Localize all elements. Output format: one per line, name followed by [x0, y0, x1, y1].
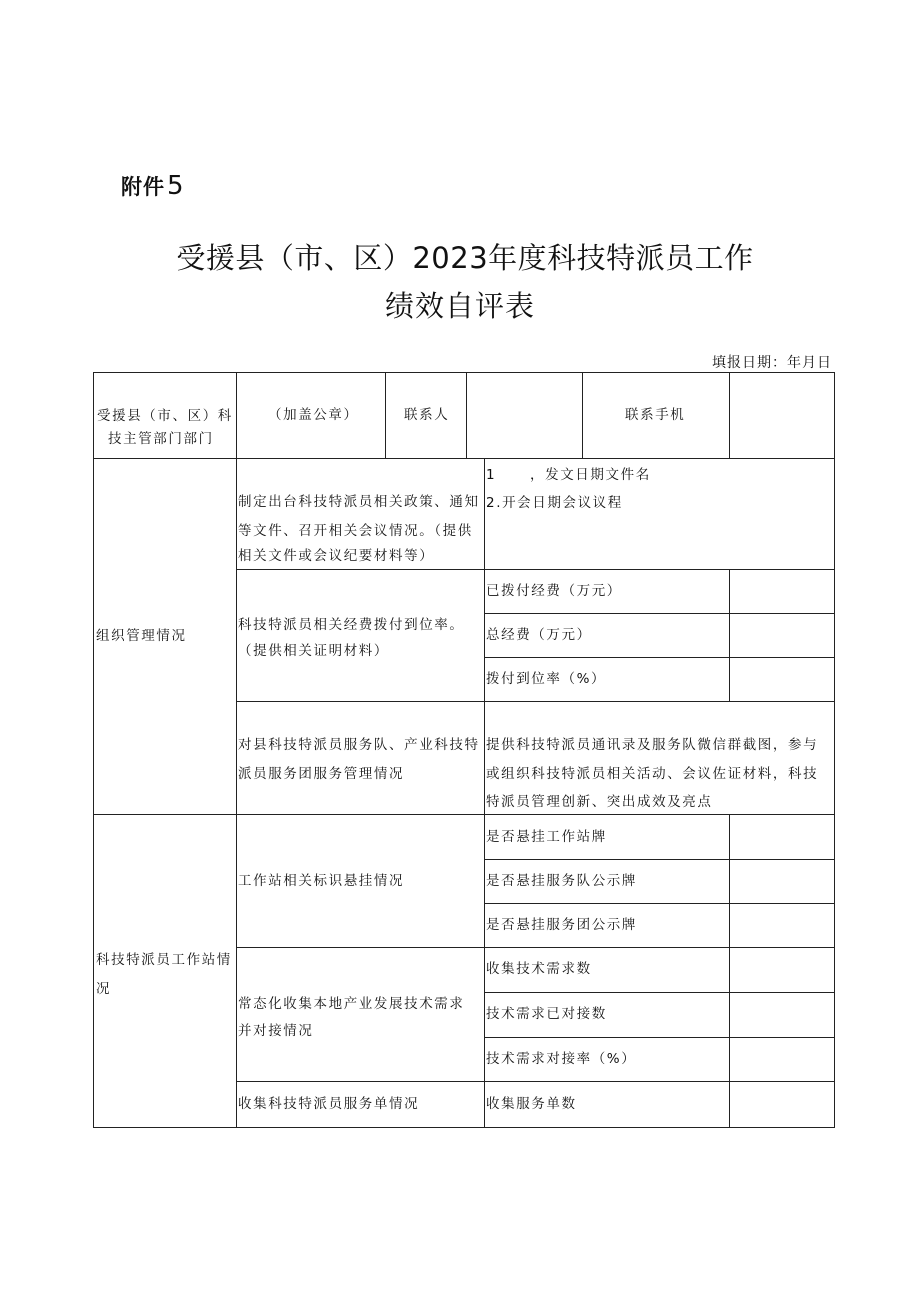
dept-label-line2: 技主管部门部门: [108, 431, 214, 447]
metric-label: 总经费（万元）: [486, 627, 592, 643]
table-rule: [484, 903, 835, 904]
table-rule: [236, 701, 835, 702]
table-rule: [236, 947, 835, 948]
org-category: 组织管理情况: [96, 628, 187, 644]
table-rule: [93, 458, 835, 459]
table-rule: [484, 992, 835, 993]
table-border-right: [834, 372, 835, 1128]
table-border-top: [93, 372, 835, 373]
dept-label-line1: 受援县（市、区）科: [97, 408, 233, 424]
station-item3-desc: 收集科技特派员服务单情况: [238, 1096, 420, 1112]
org-item1-desc-line1: 制定出台科技特派员相关政策、通知: [238, 494, 480, 510]
org-item1-detail-line2: 2.开会日期会议议程: [486, 495, 623, 511]
station-item2-desc-line1: 常态化收集本地产业发展技术需求: [238, 996, 465, 1012]
station-category-line1: 科技特派员工作站情: [96, 952, 232, 968]
station-item2-desc-line2: 并对接情况: [238, 1023, 314, 1039]
metric-label: 是否悬挂工作站牌: [486, 829, 607, 845]
org-item3-detail-line2: 或组织科技特派员相关活动、会议佐证材料，科技: [486, 766, 819, 782]
station-category-line2: 况: [96, 981, 112, 997]
table-rule: [484, 1037, 835, 1038]
org-item3-desc-line1: 对县科技特派员服务队、产业科技特: [238, 737, 480, 753]
attachment-number: 5: [167, 171, 185, 201]
fill-date: 填报日期：年月日: [712, 355, 832, 371]
org-item1-desc-line2: 等文件、召开相关会议情况。（提供: [238, 523, 473, 539]
org-item2-desc-line1: 科技特派员相关经费拨付到位率。: [238, 617, 465, 633]
page-title-line2: 绩效自评表: [384, 289, 535, 323]
org-item1-detail-num: 1: [486, 467, 497, 483]
org-item2-desc-line2: （提供相关证明材料）: [238, 643, 389, 659]
metric-label: 收集服务单数: [486, 1096, 577, 1112]
metric-label: 已拨付经费（万元）: [486, 583, 622, 599]
station-item1-desc: 工作站相关标识悬挂情况: [238, 873, 405, 889]
page-title-line1: 受援县（市、区）2023年度科技特派员工作: [176, 241, 754, 275]
metric-label: 技术需求已对接数: [486, 1006, 607, 1022]
table-rule: [484, 657, 835, 658]
table-rule: [385, 372, 386, 458]
metric-label: 拨付到位率（%）: [486, 671, 607, 687]
org-item3-desc-line2: 派员服务团服务管理情况: [238, 766, 405, 782]
metric-label: 技术需求对接率（%）: [486, 1051, 637, 1067]
org-item1-detail-line1: ，发文日期文件名: [530, 467, 651, 483]
metric-label: 是否悬挂服务队公示牌: [486, 873, 637, 889]
table-rule: [729, 814, 730, 1128]
metric-label: 收集技术需求数: [486, 961, 592, 977]
table-rule: [729, 372, 730, 458]
table-rule: [484, 613, 835, 614]
table-rule: [729, 569, 730, 701]
table-rule: [484, 859, 835, 860]
table-rule: [93, 814, 835, 815]
contact-label: 联系人: [404, 407, 450, 423]
table-border-left: [93, 372, 94, 1128]
table-border-bottom: [93, 1127, 835, 1128]
attachment-label: [121, 171, 185, 201]
table-rule: [582, 372, 583, 458]
phone-label: 联系手机: [625, 407, 686, 423]
table-rule: [484, 458, 485, 1128]
table-rule: [236, 1081, 835, 1082]
table-rule: [466, 372, 467, 458]
org-item1-desc-line3: 相关文件或会议纪要材料等）: [238, 548, 435, 564]
org-item3-detail-line1: 提供科技特派员通讯录及服务队微信群截图，参与: [486, 737, 819, 753]
attachment-text: 附件: [121, 175, 165, 199]
metric-label: 是否悬挂服务团公示牌: [486, 917, 637, 933]
table-rule: [236, 372, 237, 1128]
org-item3-detail-line3: 特派员管理创新、突出成效及亮点: [486, 794, 713, 810]
seal-note: （加盖公章）: [268, 407, 359, 423]
